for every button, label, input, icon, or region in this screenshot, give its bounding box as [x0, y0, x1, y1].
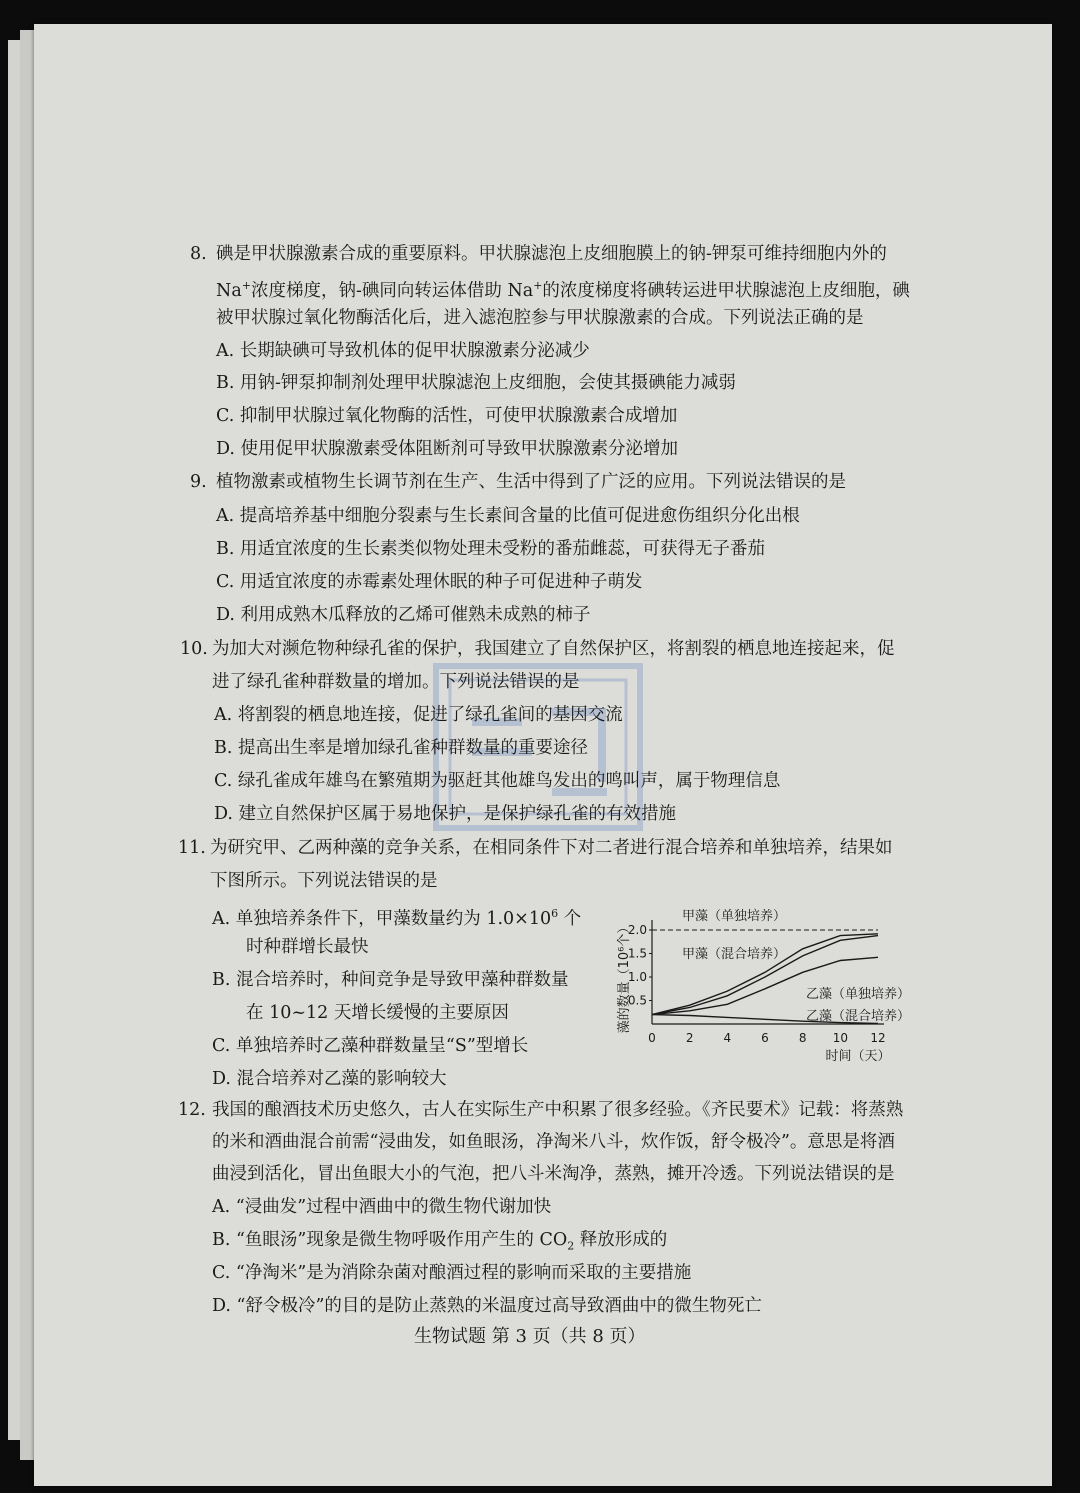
y-tick-label: 0.5 — [627, 993, 647, 1008]
x-tick-label: 0 — [648, 1031, 656, 1045]
q12-stem-line3: 曲浸到活化，冒出鱼眼大小的气泡，把八斗米淘净，蒸熟，摊开冷透。下列说法错误的是 — [212, 1164, 895, 1184]
q11-stem-line1: 为研究甲、乙两种藻的竞争关系，在相同条件下对二者进行混合培养和单独培养，结果如 — [210, 838, 893, 858]
series-label: 甲藻（混合培养） — [682, 947, 787, 962]
series-label: 乙藻（单独培养） — [806, 987, 911, 1002]
q9-option-c: C. 用适宜浓度的赤霉素处理休眠的种子可促进种子萌发 — [216, 572, 643, 592]
y-tick-label: 1.5 — [627, 946, 647, 961]
q11-option-c: C. 单独培养时乙藻种群数量呈“S”型增长 — [212, 1036, 529, 1056]
y-axis-label: 藻的数量（10⁶个） — [617, 920, 632, 1034]
x-tick-label: 10 — [832, 1031, 848, 1045]
q10-option-b: B. 提高出生率是增加绿孔雀种群数量的重要途径 — [214, 738, 588, 758]
back-sheet-edge — [8, 40, 20, 1440]
q9-option-d: D. 利用成熟木瓜释放的乙烯可催熟未成熟的柿子 — [216, 605, 591, 625]
q11-option-b-cont: 在 10~12 天增长缓慢的主要原因 — [246, 1003, 509, 1023]
x-tick-label: 8 — [798, 1031, 807, 1045]
q10-number: 10. — [180, 639, 208, 659]
q8-option-a: A. 长期缺碘可导致机体的促甲状腺激素分泌减少 — [216, 341, 590, 361]
q12-number: 12. — [178, 1100, 206, 1120]
algae-growth-chart — [612, 900, 932, 1080]
x-tick-label: 12 — [870, 1031, 886, 1045]
q11-option-a-cont: 时种群增长最快 — [246, 937, 369, 957]
q11-option-a: A. 单独培养条件下，甲藻数量约为 $1.0\times 10^6$ 个 — [212, 907, 582, 929]
q8-number: 8. — [190, 244, 207, 264]
q10-stem-line1: 为加大对濒危物种绿孔雀的保护，我国建立了自然保护区，将割裂的栖息地连接起来，促 — [212, 639, 895, 659]
q10-option-a: A. 将割裂的栖息地连接，促进了绿孔雀间的基因交流 — [214, 705, 623, 725]
q8-option-d: D. 使用促甲状腺激素受体阻断剂可导致甲状腺激素分泌增加 — [216, 439, 679, 459]
x-axis-label: 时间（天） — [825, 1049, 891, 1064]
q11-stem-line2: 下图所示。下列说法错误的是 — [210, 871, 438, 891]
y-tick-label: 2.0 — [627, 923, 647, 937]
y-tick-label: 1.0 — [627, 970, 647, 984]
q12-stem-line2: 的米和酒曲混合前需“浸曲发，如鱼眼汤，净淘米八斗，炊作饭，舒令极冷”。意思是将酒 — [212, 1132, 895, 1152]
q12-option-c: C. “净淘米”是为消除杂菌对酿酒过程的影响而采取的主要措施 — [212, 1263, 692, 1283]
q8-option-c: C. 抑制甲状腺过氧化物酶的活性，可使甲状腺激素合成增加 — [216, 406, 678, 426]
q10-option-d: D. 建立自然保护区属于易地保护，是保护绿孔雀的有效措施 — [214, 804, 677, 824]
x-tick-label: 6 — [761, 1031, 769, 1045]
q12-option-b: B. “鱼眼汤”现象是微生物呼吸作用产生的 $CO_2$ 释放形成的 — [212, 1230, 668, 1253]
q10-stem-line2: 进了绿孔雀种群数量的增加。下列说法错误的是 — [212, 672, 580, 692]
series-label: 乙藻（混合培养） — [806, 1009, 911, 1024]
x-tick-label: 4 — [723, 1031, 732, 1045]
x-tick-label: 2 — [685, 1031, 694, 1045]
q8-stem-line1: 碘是甲状腺激素合成的重要原料。甲状腺滤泡上皮细胞膜上的钠-钾泵可维持细胞内外的 — [216, 244, 887, 264]
q9-number: 9. — [190, 472, 207, 492]
series-line — [652, 934, 878, 1015]
q8-stem-line3: 被甲状腺过氧化物酶活化后，进入滤泡腔参与甲状腺激素的合成。下列说法正确的是 — [216, 308, 864, 328]
q8-option-b: B. 用钠-钾泵抑制剂处理甲状腺滤泡上皮细胞，会使其摄碘能力减弱 — [216, 373, 736, 393]
series-label: 甲藻（单独培养） — [682, 909, 787, 924]
q11-number: 11. — [178, 838, 206, 858]
q11-option-d: D. 混合培养对乙藻的影响较大 — [212, 1069, 447, 1089]
q11-option-b: B. 混合培养时，种间竞争是导致甲藻种群数量 — [212, 970, 569, 990]
q12-stem-line1: 我国的酿酒技术历史悠久，古人在实际生产中积累了很多经验。《齐民要术》记载：将蒸熟 — [212, 1100, 904, 1120]
q12-option-a: A. “浸曲发”过程中酒曲中的微生物代谢加快 — [212, 1197, 552, 1217]
q12-option-d: D. “舒令极冷”的目的是防止蒸熟的米温度过高导致酒曲中的微生物死亡 — [212, 1296, 762, 1316]
q9-option-a: A. 提高培养基中细胞分裂素与生长素间含量的比值可促进愈伤组织分化出根 — [216, 506, 800, 526]
q10-option-c: C. 绿孔雀成年雄鸟在繁殖期为驱赶其他雄鸟发出的鸣叫声，属于物理信息 — [214, 771, 781, 791]
page-footer: 生物试题 第 3 页（共 8 页） — [414, 1326, 646, 1347]
q9-option-b: B. 用适宜浓度的生长素类似物处理未受粉的番茄雌蕊，可获得无子番茄 — [216, 539, 765, 559]
q9-stem: 植物激素或植物生长调节剂在生产、生活中得到了广泛的应用。下列说法错误的是 — [216, 472, 846, 492]
q8-stem-line2: Na+浓度梯度，钠-碘同向转运体借助 Na+的浓度梯度将碘转运进甲状腺滤泡上皮细胞，碘 — [216, 279, 910, 301]
